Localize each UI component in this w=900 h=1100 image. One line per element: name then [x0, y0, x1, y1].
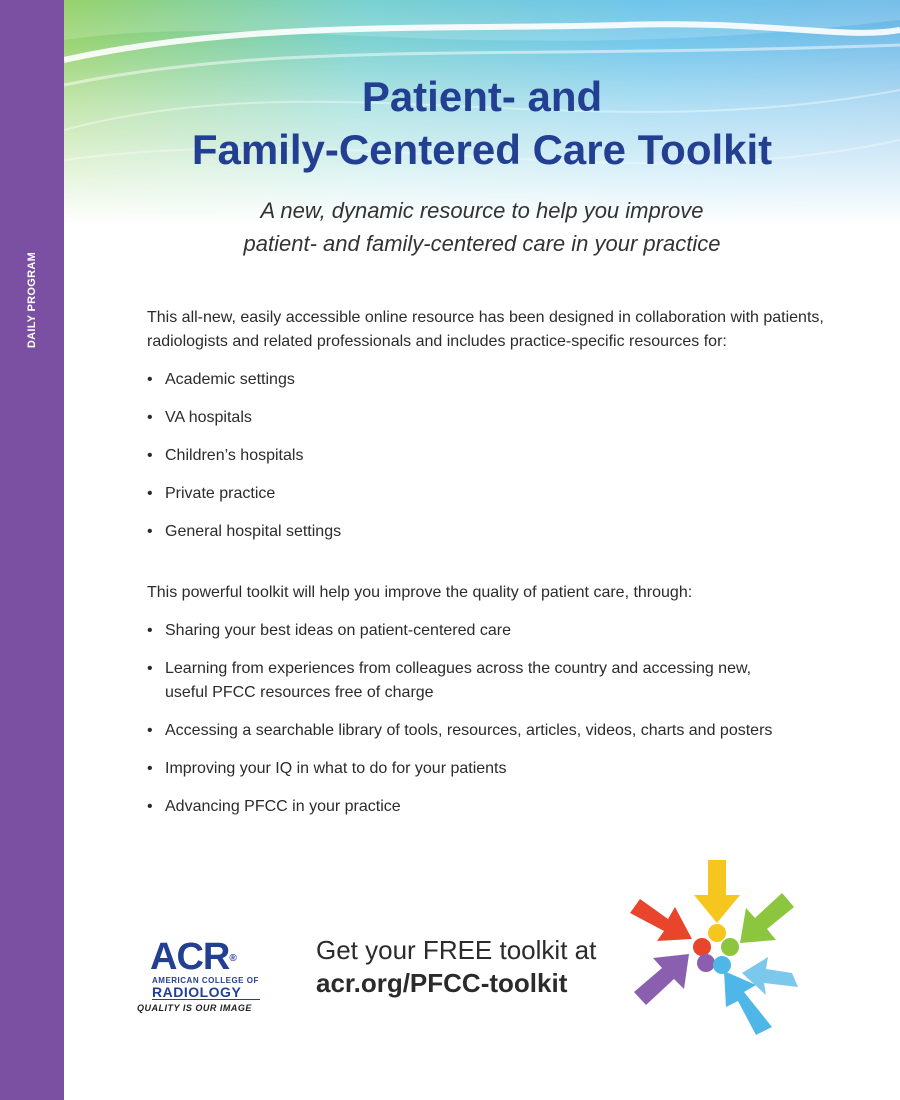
list-item: • Private practice	[147, 482, 827, 506]
acr-logo	[137, 936, 277, 1013]
list-item: • General hospital settings	[147, 520, 827, 544]
intro-paragraph: This all-new, easily accessible online resource has been designed in collaboration with patients, radiologists and related professionals and includes practice-specific resources for:	[147, 309, 824, 350]
acr-logo-letters: ACR	[150, 936, 230, 978]
subtitle-line-2: patient- and family-centered care in your practice	[243, 231, 721, 256]
acr-tagline: QUALITY IS OUR IMAGE	[137, 1003, 252, 1013]
subtitle-line-1: A new, dynamic resource to help you improve	[260, 198, 704, 223]
sidebar-label: DAILY PROGRAM	[26, 251, 38, 349]
list-item: • Children’s hospitals	[147, 444, 827, 468]
acr-logo-line-1: AMERICAN COLLEGE OF	[152, 976, 259, 985]
cta-url[interactable]: acr.org/PFCC-toolkit	[316, 968, 568, 998]
list-item: • Improving your IQ in what to do for your patients	[147, 757, 827, 781]
list-item: • VA hospitals	[147, 406, 827, 430]
list-item: • Learning from experiences from colleagues across the country and accessing new, useful PFCC resources free of charge	[147, 657, 785, 705]
page-subtitle	[64, 194, 900, 260]
sidebar	[0, 0, 64, 1100]
registered-mark: ®	[229, 953, 236, 964]
benefits-paragraph: This powerful toolkit will help you improve the quality of patient care, through:	[147, 584, 693, 601]
list-item: • Sharing your best ideas on patient-centered care	[147, 619, 827, 643]
acr-logo-line-2: RADIOLOGY	[152, 985, 260, 1000]
benefits-list	[147, 619, 827, 833]
cta-text: Get your FREE toolkit at	[316, 935, 597, 965]
arrow-blue-small-icon	[742, 957, 798, 995]
title-line-2: Family-Centered Care Toolkit	[191, 126, 773, 173]
arrow-red-icon	[630, 899, 711, 956]
settings-list	[147, 368, 827, 558]
acr-logo-mark	[150, 938, 277, 976]
title-line-1: Patient- and	[361, 73, 603, 120]
arrow-yellow-icon	[694, 860, 740, 942]
list-item: • Advancing PFCC in your practice	[147, 795, 827, 819]
page-title	[64, 70, 900, 176]
list-item: • Accessing a searchable library of tools, resources, articles, videos, charts and posters	[147, 719, 827, 743]
list-item: • Academic settings	[147, 368, 827, 392]
people-circle-arrows-icon	[622, 855, 812, 1040]
arrow-purple-icon	[634, 954, 715, 1005]
call-to-action	[316, 934, 596, 1000]
